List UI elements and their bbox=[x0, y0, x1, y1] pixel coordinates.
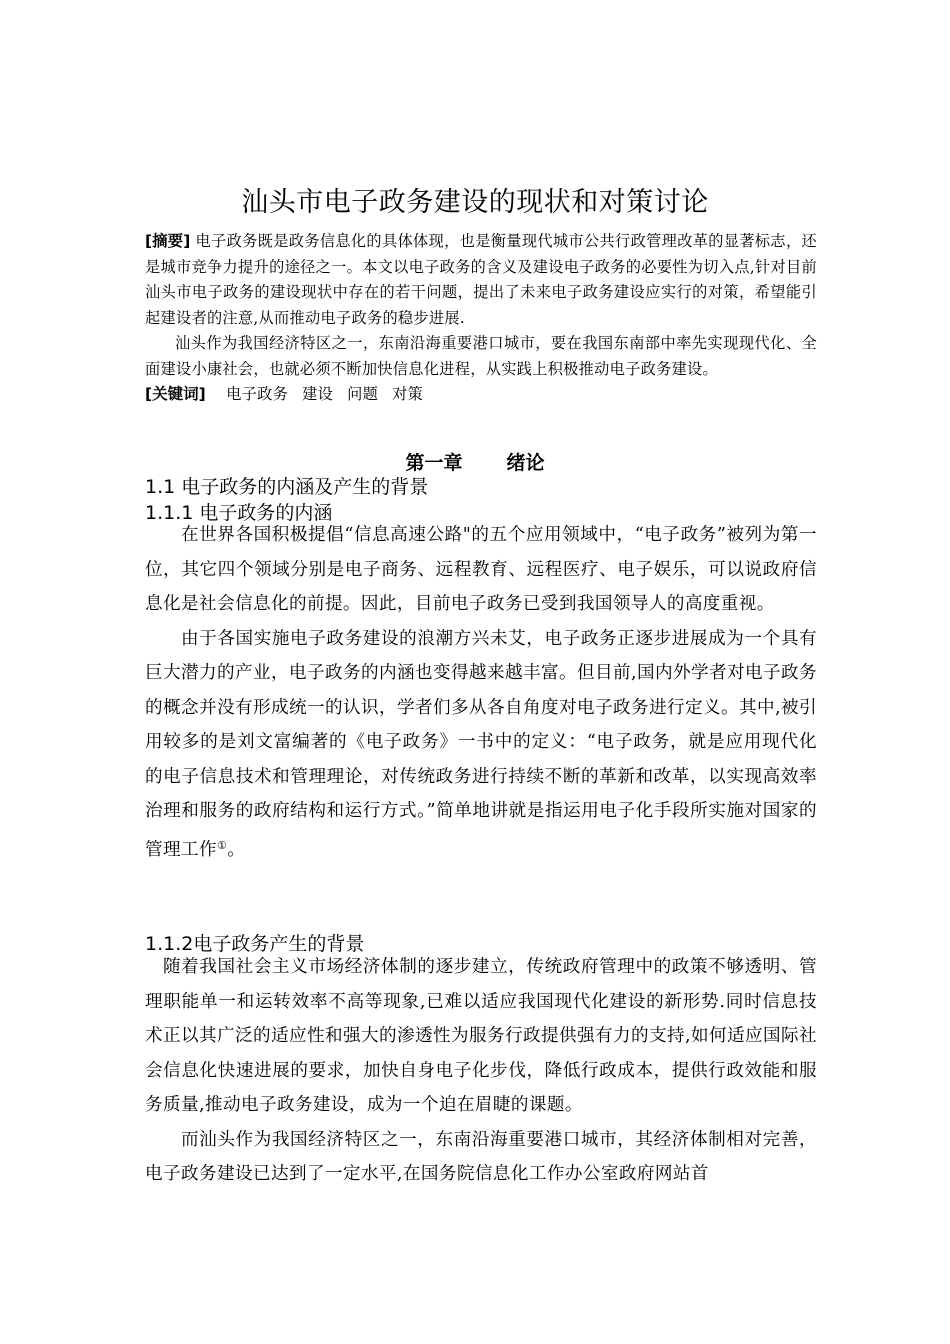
section-heading-1-1-2: 1.1.2电子政务产生的背景 bbox=[145, 933, 365, 955]
keywords-line bbox=[145, 382, 817, 408]
body-paragraph: 随着我国社会主义市场经济体制的逐步建立，传统政府管理中的政策不够透明、管理职能单一和运转效率不高等现象,已难以适应我国现代化建设的新形势.同时信息技术正以其广泛的适应性和强大的渗透性为服务行政提供强有力的支持,如何适应国际社会信息化快速进展的要求，加快自身电子化步伐，降低行政成本，提供行政效能和服务质量,推动电子政务建设，成为一个迫在眉睫的课题。 bbox=[145, 957, 817, 1115]
body-paragraph-end: 。 bbox=[227, 839, 246, 860]
keyword-item: 问题 bbox=[347, 385, 379, 403]
section-heading-1-1-1: 1.1.1 电子政务的内涵 bbox=[145, 502, 333, 524]
body-paragraph bbox=[145, 622, 817, 868]
body-paragraph: 而汕头作为我国经济特区之一，东南沿海重要港口城市，其经济体制相对完善，电子政务建设已达到了一定水平,在国务院信息化工作办公室政府网站首 bbox=[145, 1129, 817, 1184]
abstract-paragraph-1 bbox=[145, 229, 817, 331]
footnote-marker: ① bbox=[216, 838, 228, 852]
keyword-item: 电子政务 bbox=[226, 385, 289, 403]
section-1-1-2-body bbox=[145, 950, 817, 1192]
section-heading-1-1: 1.1 电子政务的内涵及产生的背景 bbox=[145, 476, 429, 498]
keyword-item: 建设 bbox=[302, 385, 334, 403]
abstract-paragraph-2: 汕头作为我国经济特区之一，东南沿海重要港口城市，要在我国东南部中率先实现现代化、全面建设小康社会，也就必须不断加快信息化进程，从实践上积极推动电子政务建设。 bbox=[145, 334, 817, 378]
keyword-item: 对策 bbox=[392, 385, 424, 403]
abstract-block bbox=[145, 229, 817, 408]
section-1-1-1-body bbox=[145, 518, 817, 867]
document-title: 汕头市电子政务建设的现状和对策讨论 bbox=[241, 187, 709, 218]
chapter-name: 绪论 bbox=[506, 452, 545, 474]
keywords-tag: [关键词] bbox=[145, 385, 206, 403]
body-paragraph-text: 由于各国实施电子政务建设的浪潮方兴未艾，电子政务正逐步进展成为一个具有巨大潜力的产业，电子政务的内涵也变得越来越丰富。但目前,国内外学者对电子政务的概念并没有形成统一的认识，学者们多从各自角度对电子政务进行定义。其中,被引用较多的是刘文富编著的《电子政务》一书中的定义：“电子政务，就是应用现代化的电子信息技术和管理理论，对传统政务进行持续不断的革新和改革，以实现高效率治理和服务的政府结构和运行方式。”简单地讲就是指运用电子化手段所实施对国家的管理工作 bbox=[145, 628, 817, 860]
abstract-text-1: 电子政务既是政务信息化的具体体现，也是衡量现代城市公共行政管理改革的显著标志，还是城市竞争力提升的途径之一。本文以电子政务的含义及建设电子政务的必要性为切入点,针对目前汕头市电子政务的建设现状中存在的若干问题，提出了未来电子政务建设应实行的对策，希望能引起建设者的注意,从而推动电子政务的稳步进展. bbox=[145, 232, 817, 327]
body-paragraph: 在世界各国积极提倡“信息高速公路"的五个应用领域中，“电子政务”被列为第一位，其它四个领域分别是电子商务、远程教育、远程医疗、电子娱乐，可以说政府信息化是社会信息化的前提。因此，目前电子政务已受到我国领导人的高度重视。 bbox=[145, 525, 817, 614]
chapter-heading bbox=[0, 448, 950, 475]
abstract-tag: [摘要] bbox=[145, 232, 191, 250]
chapter-number: 第一章 bbox=[405, 452, 463, 474]
